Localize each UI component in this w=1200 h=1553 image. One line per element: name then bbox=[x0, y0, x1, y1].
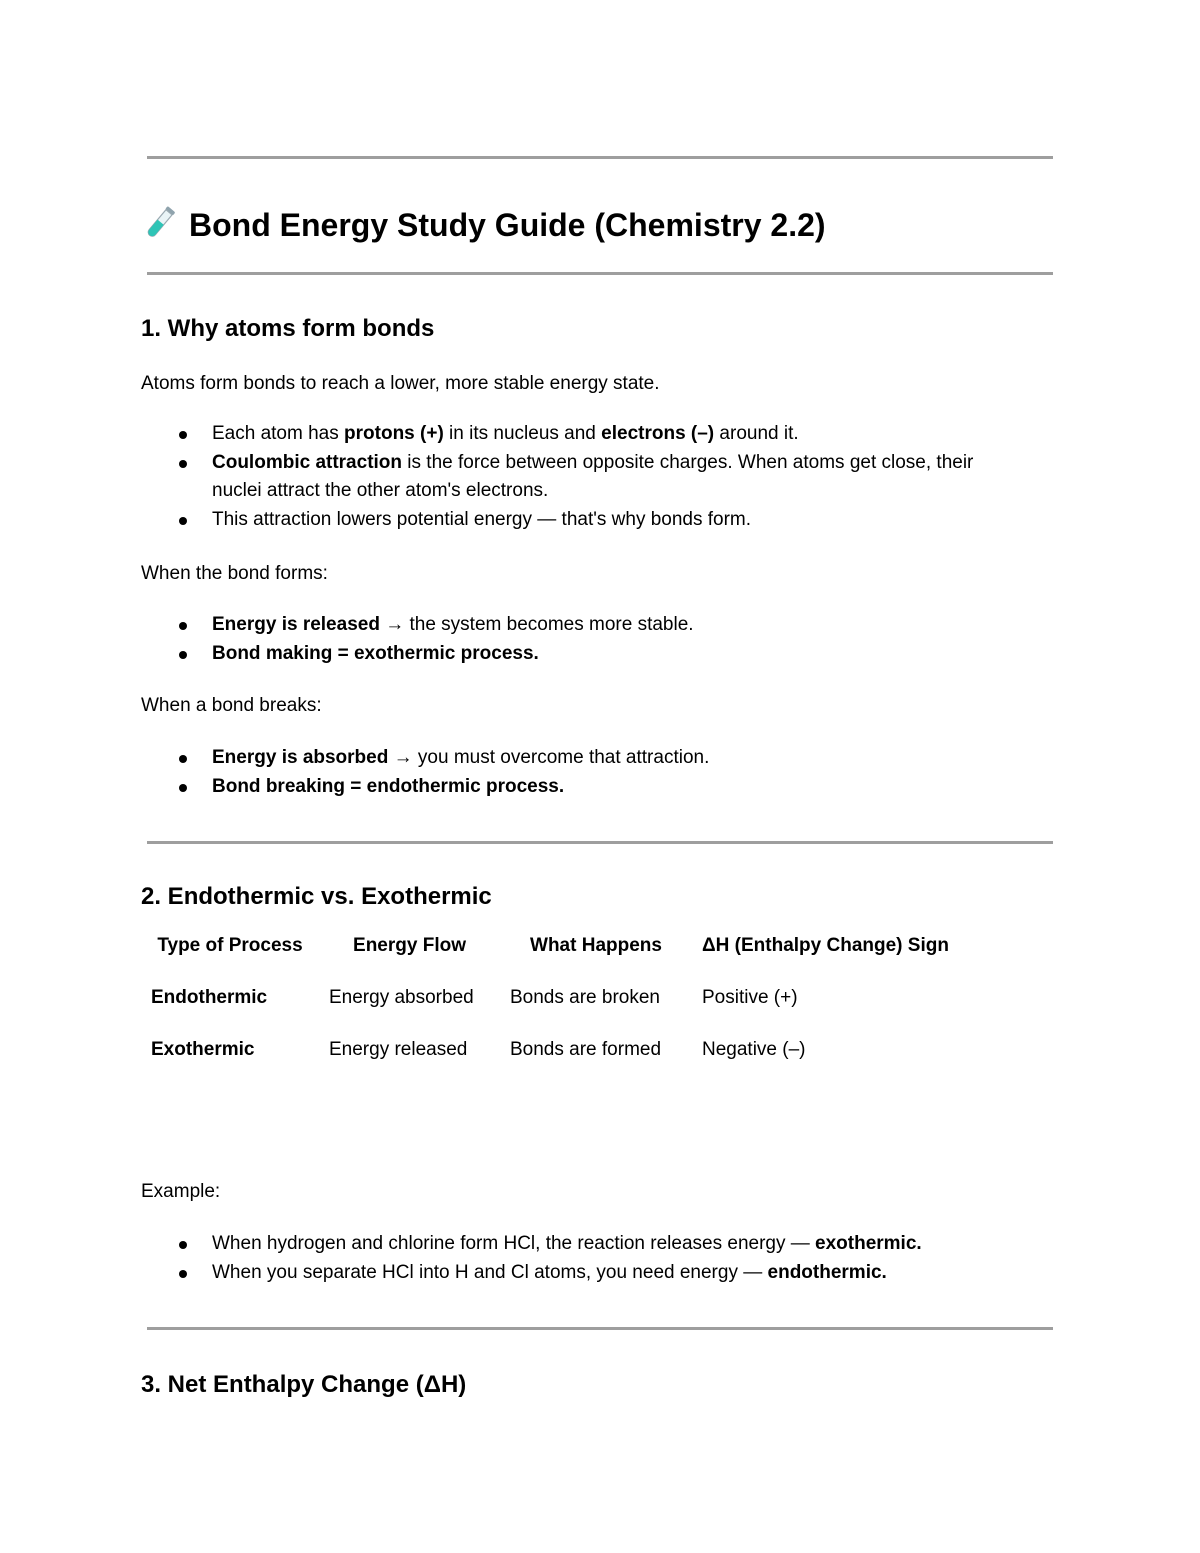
column-header: Type of Process bbox=[157, 935, 303, 956]
divider bbox=[147, 1327, 1053, 1330]
column-header: Energy Flow bbox=[353, 935, 466, 956]
bullet-list bbox=[141, 1230, 1061, 1287]
bold-text: electrons (–) bbox=[601, 423, 715, 444]
bullet-icon bbox=[179, 1241, 187, 1249]
list-item bbox=[141, 449, 992, 506]
table-row bbox=[141, 1026, 1002, 1078]
column-header: What Happens bbox=[530, 935, 662, 956]
list-item bbox=[141, 506, 1061, 535]
text: When you separate HCl into H and Cl atoms, you need energy — bbox=[212, 1261, 768, 1283]
list-item bbox=[141, 420, 1061, 449]
bold-text: endothermic. bbox=[767, 1261, 887, 1283]
text: is the force between opposite charges. When atoms get close, their nuclei attract the other atom's electrons. bbox=[212, 451, 974, 501]
paragraph: Example: bbox=[141, 1181, 221, 1202]
bullet-icon bbox=[179, 460, 187, 468]
paragraph: When a bond breaks: bbox=[141, 695, 322, 716]
divider bbox=[147, 841, 1053, 844]
paragraph: Atoms form bonds to reach a lower, more stable energy state. bbox=[141, 373, 660, 394]
list-item bbox=[141, 611, 1061, 640]
bullet-list bbox=[141, 611, 1061, 668]
table-cell: Exothermic bbox=[151, 1039, 255, 1060]
bullet-icon bbox=[179, 651, 187, 659]
text: around it. bbox=[714, 423, 799, 444]
bold-text: exothermic. bbox=[815, 1233, 922, 1254]
text: Each atom has bbox=[212, 423, 345, 444]
table-cell: Endothermic bbox=[151, 987, 268, 1008]
divider bbox=[147, 272, 1053, 275]
paragraph: When the bond forms: bbox=[141, 563, 328, 584]
list-item bbox=[141, 1230, 1061, 1259]
comparison-table bbox=[141, 928, 1002, 1078]
bold-text: Energy is absorbed bbox=[212, 747, 389, 768]
table-row bbox=[141, 974, 1002, 1026]
bullet-list bbox=[141, 744, 1061, 801]
section-heading-1: 1. Why atoms form bonds bbox=[141, 315, 435, 342]
section-heading-2: 2. Endothermic vs. Exothermic bbox=[141, 883, 492, 910]
table-cell: Bonds are broken bbox=[510, 987, 660, 1008]
bold-text: Bond breaking = endothermic process. bbox=[212, 775, 565, 797]
table-cell: Bonds are formed bbox=[510, 1039, 662, 1060]
bold-text: Bond making = exothermic process. bbox=[212, 642, 539, 664]
text: This attraction lowers potential energy — that's why bonds form. bbox=[212, 508, 752, 530]
table-cell: Negative (–) bbox=[702, 1039, 806, 1060]
column-header: ΔH (Enthalpy Change) Sign bbox=[702, 935, 949, 956]
list-item bbox=[141, 773, 1061, 802]
table-cell: Positive (+) bbox=[702, 987, 798, 1008]
bullet-icon bbox=[179, 517, 187, 525]
bullet-icon bbox=[179, 1270, 187, 1278]
text: in its nucleus and bbox=[443, 423, 602, 444]
test-tube-icon bbox=[141, 204, 179, 242]
list-item bbox=[141, 640, 1061, 669]
bullet-icon bbox=[179, 622, 187, 630]
bullet-icon bbox=[179, 755, 187, 763]
text: → the system becomes more stable. bbox=[379, 614, 694, 635]
bold-text: Coulombic attraction bbox=[212, 451, 403, 473]
list-item bbox=[141, 1259, 1061, 1288]
bullet-icon bbox=[179, 784, 187, 792]
page-title bbox=[141, 203, 826, 247]
list-item bbox=[141, 744, 1061, 773]
text: When hydrogen and chlorine form HCl, the reaction releases energy — bbox=[212, 1233, 816, 1254]
page-title-text: Bond Energy Study Guide (Chemistry 2.2) bbox=[189, 207, 826, 243]
divider bbox=[147, 156, 1053, 159]
text: → you must overcome that attraction. bbox=[388, 747, 710, 768]
table-cell: Energy released bbox=[329, 1039, 468, 1060]
section-heading-3: 3. Net Enthalpy Change (ΔH) bbox=[141, 1371, 467, 1398]
bullet-list bbox=[141, 420, 1061, 534]
table-header-row bbox=[141, 928, 1002, 974]
bullet-icon bbox=[179, 431, 187, 439]
bold-text: Energy is released bbox=[212, 614, 380, 635]
bold-text: protons (+) bbox=[344, 423, 444, 444]
table-cell: Energy absorbed bbox=[329, 987, 474, 1008]
